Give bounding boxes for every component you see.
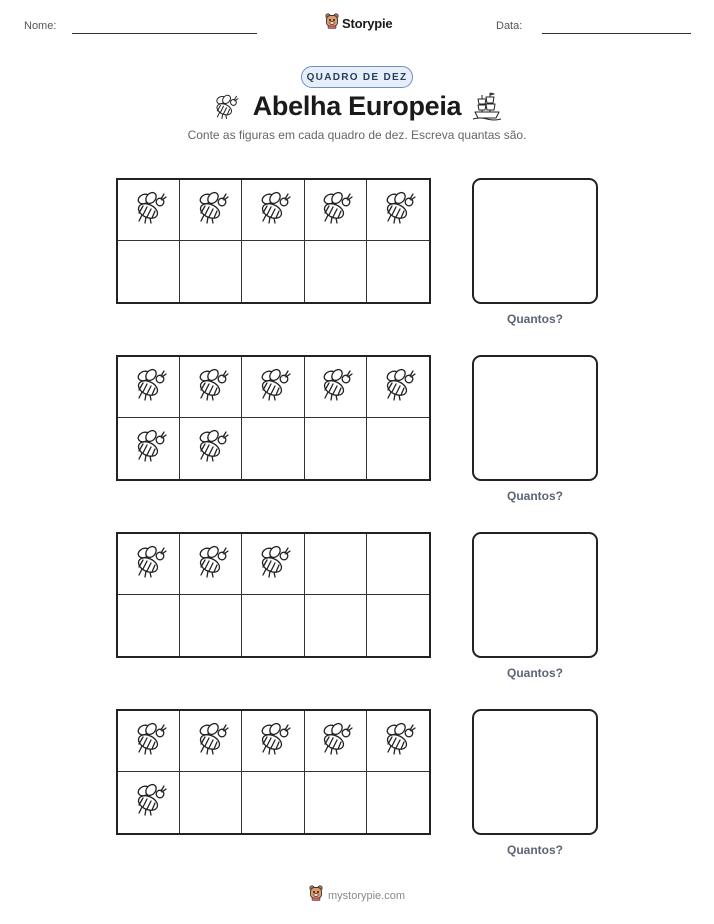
ten-frame-cell bbox=[118, 418, 180, 479]
ten-frame-cell bbox=[180, 534, 242, 595]
bee-icon bbox=[131, 783, 167, 822]
ten-frame-cell bbox=[180, 595, 242, 656]
ten-frame-cell bbox=[180, 711, 242, 772]
ten-frame-cell bbox=[180, 241, 242, 302]
ten-frame-cell bbox=[242, 534, 304, 595]
ten-frame-cell bbox=[305, 418, 367, 479]
ten-frame-1 bbox=[116, 178, 431, 304]
bee-icon bbox=[131, 429, 167, 468]
answer-box-3[interactable] bbox=[472, 532, 598, 658]
ten-frame-cell bbox=[118, 180, 180, 241]
brand-name: Storypie bbox=[342, 16, 393, 31]
bee-icon bbox=[317, 191, 353, 230]
date-label: Data: bbox=[496, 20, 523, 32]
ten-frame-cell bbox=[367, 180, 429, 241]
bee-icon bbox=[193, 429, 229, 468]
ten-frame-cell bbox=[305, 180, 367, 241]
worksheet-type-badge: QUADRO DE DEZ bbox=[301, 66, 413, 88]
answer-box-1[interactable] bbox=[472, 178, 598, 304]
answer-label-4: Quantos? bbox=[507, 843, 563, 857]
storypie-mascot-icon bbox=[325, 13, 339, 34]
ten-frame-cell bbox=[305, 241, 367, 302]
ten-frame-cell bbox=[242, 357, 304, 418]
ten-frame-cell bbox=[242, 711, 304, 772]
ten-frame-cell bbox=[242, 418, 304, 479]
bee-icon bbox=[255, 545, 291, 584]
instructions: Conte as figuras em cada quadro de dez. Escreva quantas são. bbox=[187, 128, 527, 142]
bee-icon bbox=[255, 191, 291, 230]
bee-icon bbox=[255, 368, 291, 407]
bee-icon bbox=[380, 722, 416, 761]
ten-frame-cell bbox=[180, 180, 242, 241]
ten-frame-cell bbox=[118, 711, 180, 772]
answer-label-2: Quantos? bbox=[507, 489, 563, 503]
ten-frame-cell bbox=[367, 418, 429, 479]
name-label: Nome: bbox=[24, 20, 57, 32]
bee-icon bbox=[193, 368, 229, 407]
footer bbox=[0, 885, 714, 906]
ten-frame-cell bbox=[367, 595, 429, 656]
date-line bbox=[542, 33, 691, 34]
bee-icon bbox=[193, 545, 229, 584]
ten-frame-cell bbox=[305, 772, 367, 833]
bee-icon bbox=[317, 722, 353, 761]
ten-frame-cell bbox=[305, 357, 367, 418]
ten-frame-cell bbox=[118, 772, 180, 833]
bee-icon bbox=[131, 368, 167, 407]
ten-frame-cell bbox=[367, 357, 429, 418]
bee-icon bbox=[131, 545, 167, 584]
ten-frame-cell bbox=[242, 241, 304, 302]
ten-frame-cell bbox=[242, 180, 304, 241]
ten-frame-cell bbox=[305, 595, 367, 656]
answer-box-2[interactable] bbox=[472, 355, 598, 481]
bee-icon bbox=[193, 722, 229, 761]
ten-frame-cell bbox=[118, 595, 180, 656]
bee-icon bbox=[131, 722, 167, 761]
bee-icon bbox=[317, 368, 353, 407]
ten-frame-cell bbox=[305, 534, 367, 595]
ten-frame-cell bbox=[305, 711, 367, 772]
ten-frame-cell bbox=[367, 772, 429, 833]
ten-frame-cell bbox=[242, 772, 304, 833]
bee-icon bbox=[380, 368, 416, 407]
ship-icon bbox=[472, 91, 502, 126]
answer-box-4[interactable] bbox=[472, 709, 598, 835]
ten-frame-2 bbox=[116, 355, 431, 481]
ten-frame-cell bbox=[242, 595, 304, 656]
footer-url: mystorypie.com bbox=[327, 889, 406, 902]
ten-frame-cell bbox=[367, 534, 429, 595]
answer-label-3: Quantos? bbox=[507, 666, 563, 680]
ten-frame-3 bbox=[116, 532, 431, 658]
storypie-mascot-icon bbox=[309, 885, 323, 906]
ten-frame-cell bbox=[118, 534, 180, 595]
ten-frame-cell bbox=[180, 357, 242, 418]
name-line bbox=[72, 33, 257, 34]
brand-logo bbox=[325, 13, 392, 34]
bee-icon bbox=[131, 191, 167, 230]
ten-frame-4 bbox=[116, 709, 431, 835]
ten-frame-cell bbox=[118, 357, 180, 418]
ten-frame-cell bbox=[118, 241, 180, 302]
bee-icon bbox=[255, 722, 291, 761]
worksheet-title: Abelha Europeia bbox=[252, 91, 462, 121]
ten-frame-cell bbox=[367, 241, 429, 302]
bee-icon bbox=[380, 191, 416, 230]
bee-icon bbox=[193, 191, 229, 230]
answer-label-1: Quantos? bbox=[507, 312, 563, 326]
ten-frame-cell bbox=[180, 772, 242, 833]
ten-frame-cell bbox=[180, 418, 242, 479]
ten-frame-cell bbox=[367, 711, 429, 772]
